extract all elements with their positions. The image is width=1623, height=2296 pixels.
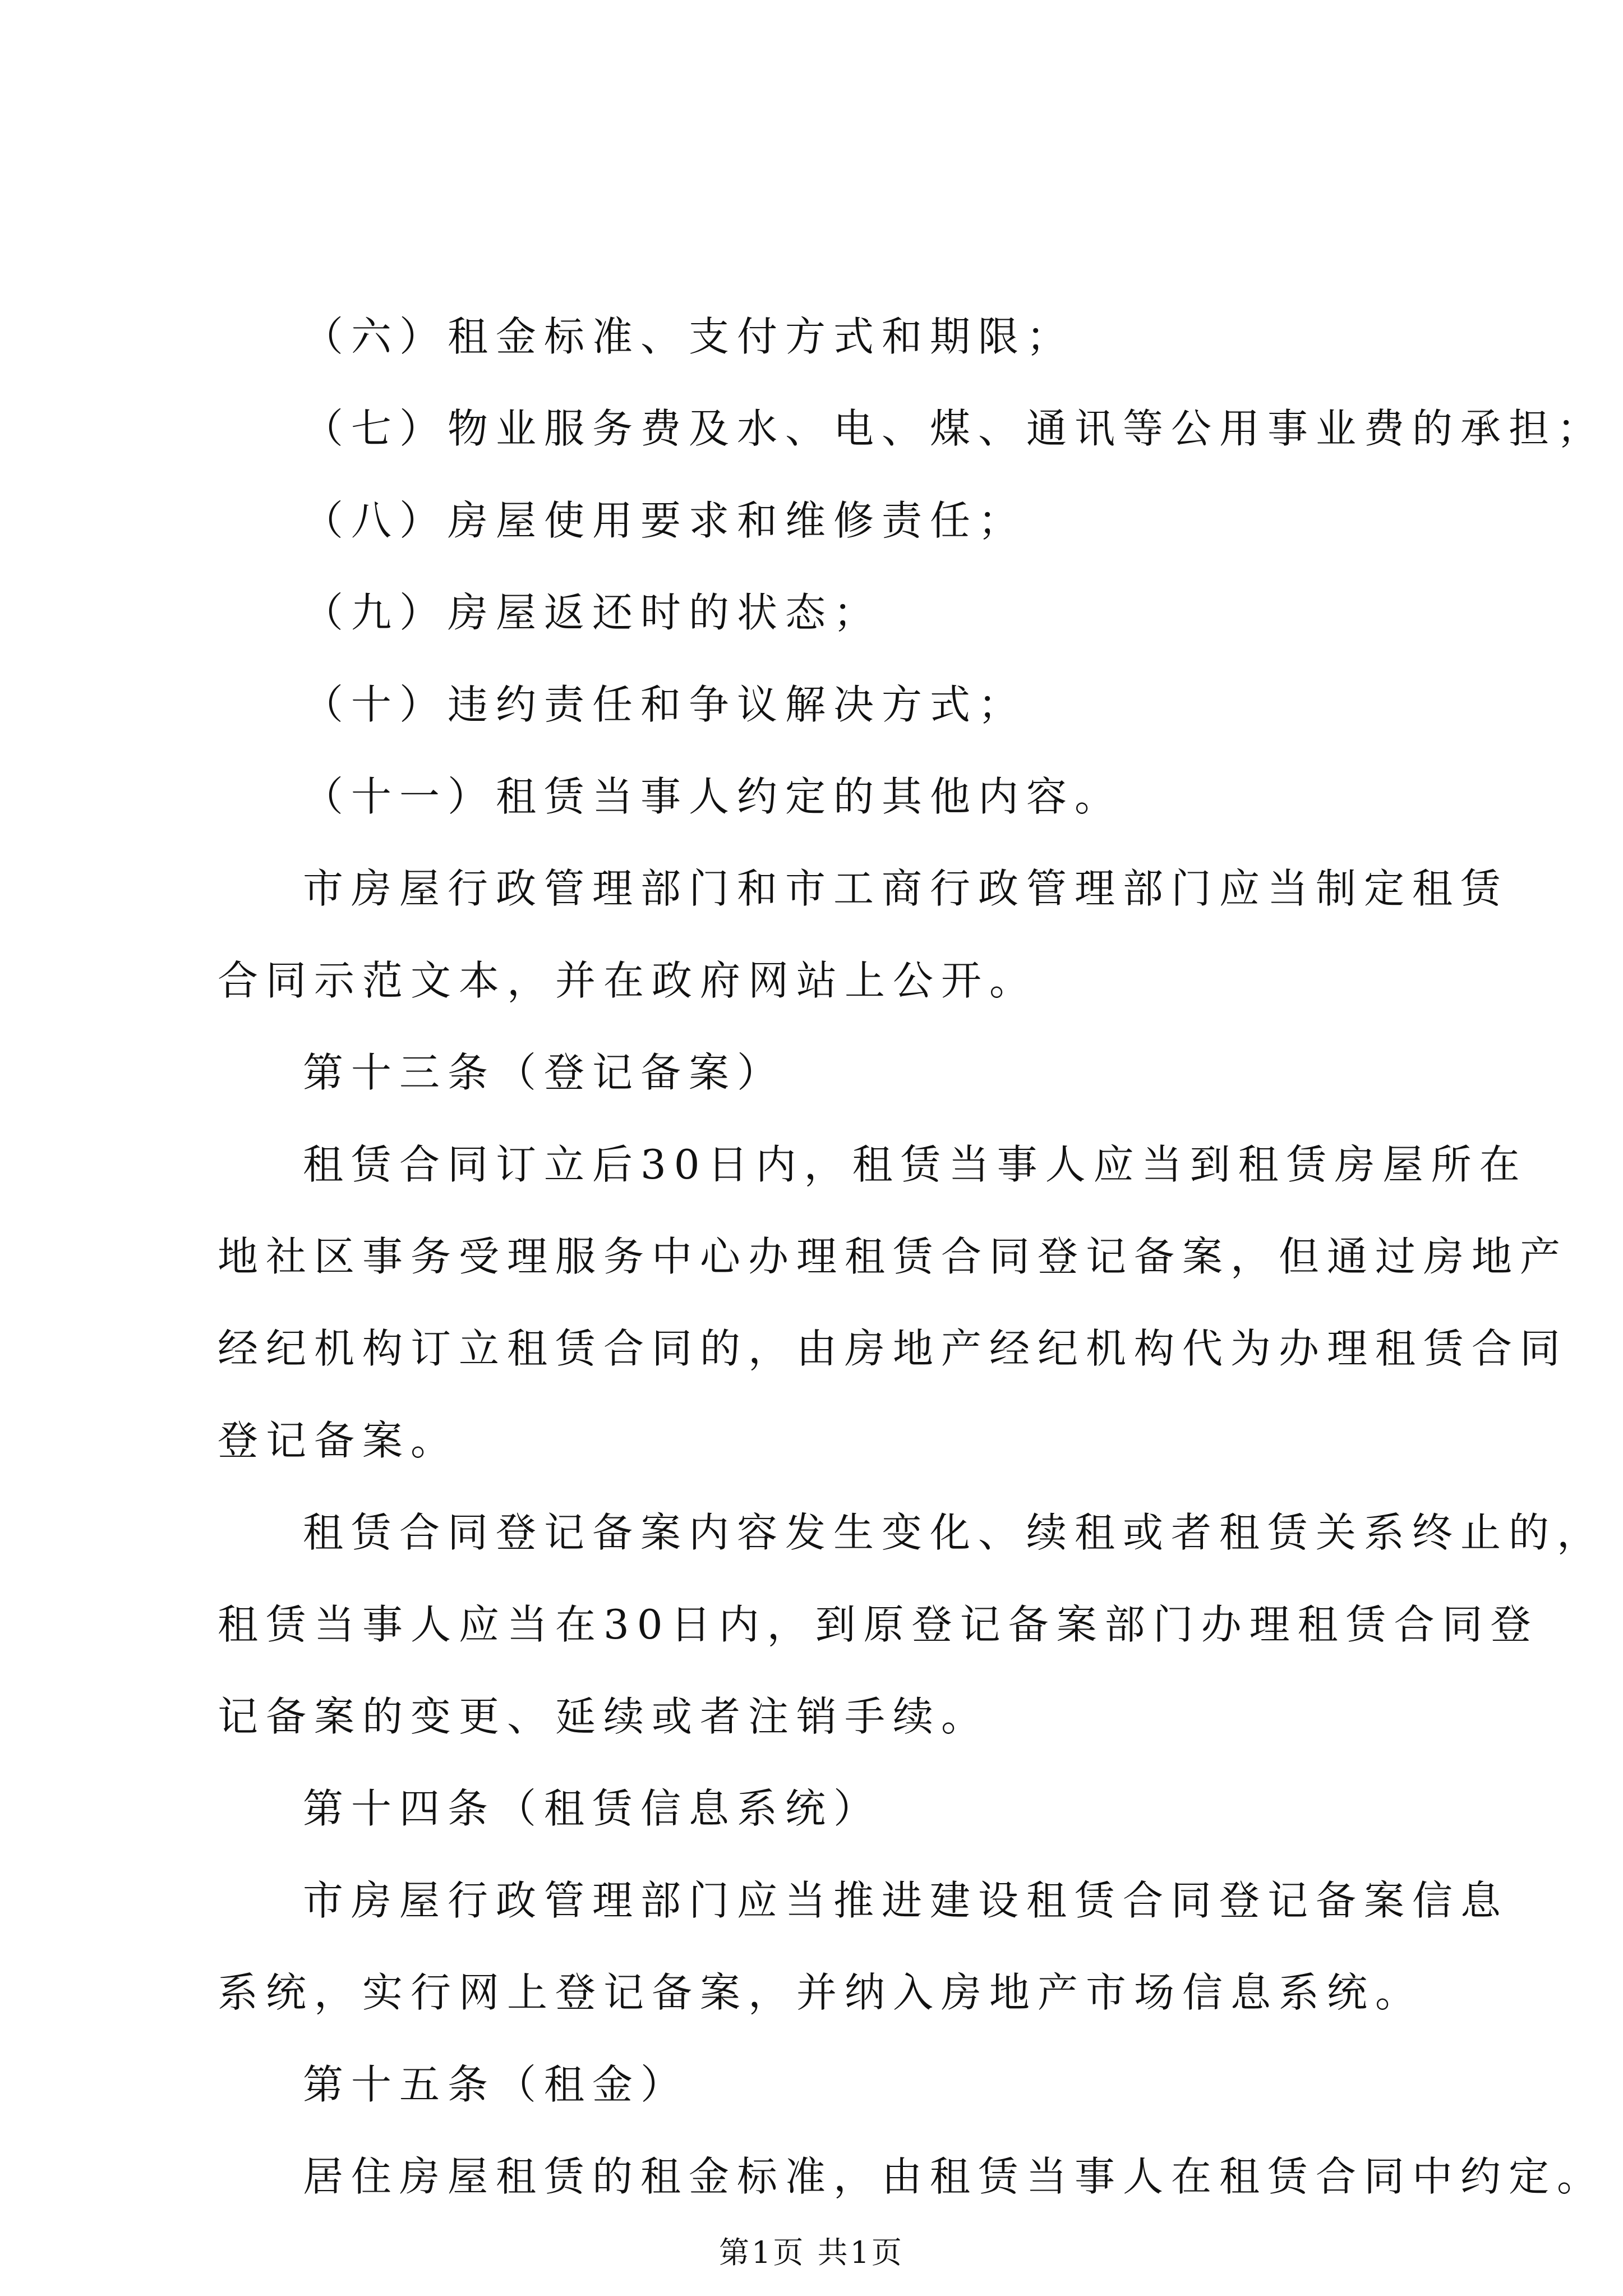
list-item-10: （十）违约责任和争议解决方式； <box>303 681 1027 728</box>
list-item-7: （七）物业服务费及水、电、煤、通讯等公用事业费的承担； <box>303 405 1606 452</box>
paragraph-line: 市房屋行政管理部门和市工商行政管理部门应当制定租赁 <box>303 865 1509 912</box>
article-heading-13: 第十三条（登记备案） <box>303 1049 786 1096</box>
paragraph-line: 记备案的变更、延续或者注销手续。 <box>218 1693 990 1740</box>
paragraph-line: 租赁当事人应当在30日内，到原登记备案部门办理租赁合同登 <box>218 1601 1539 1648</box>
list-item-6: （六）租金标准、支付方式和期限； <box>303 313 1075 360</box>
paragraph-line: 登记备案。 <box>218 1417 459 1464</box>
article-heading-14: 第十四条（租赁信息系统） <box>303 1785 882 1832</box>
page-number-footer: 第1页 共1页 <box>719 2235 904 2270</box>
article-heading-15: 第十五条（租金） <box>303 2061 689 2108</box>
list-item-8: （八）房屋使用要求和维修责任； <box>303 497 1027 544</box>
paragraph-line: 租赁合同订立后30日内，租赁当事人应当到租赁房屋所在 <box>303 1141 1528 1188</box>
paragraph-line: 地社区事务受理服务中心办理租赁合同登记备案，但通过房地产 <box>218 1233 1569 1280</box>
list-item-11: （十一）租赁当事人约定的其他内容。 <box>303 773 1123 820</box>
paragraph-line: 经纪机构订立租赁合同的，由房地产经纪机构代为办理租赁合同 <box>218 1325 1569 1372</box>
paragraph-line: 系统，实行网上登记备案，并纳入房地产市场信息系统。 <box>218 1969 1424 2016</box>
list-item-9: （九）房屋返还时的状态； <box>303 589 882 636</box>
paragraph-line: 合同示范文本，并在政府网站上公开。 <box>218 957 1038 1004</box>
paragraph-line: 租赁合同登记备案内容发生变化、续租或者租赁关系终止的， <box>303 1509 1606 1556</box>
paragraph-line: 居住房屋租赁的租金标准，由租赁当事人在租赁合同中约定。 <box>303 2153 1606 2200</box>
paragraph-line: 市房屋行政管理部门应当推进建设租赁合同登记备案信息 <box>303 1877 1509 1924</box>
